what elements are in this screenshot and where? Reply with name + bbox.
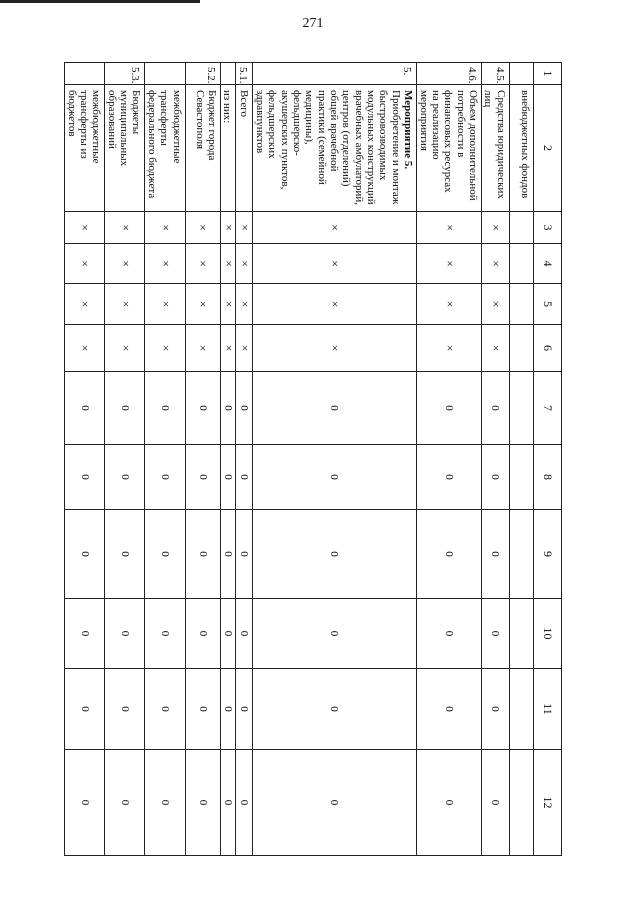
value-cell: 0 (236, 510, 252, 599)
not-applicable-cell: × (252, 244, 416, 284)
row-number (145, 63, 185, 85)
value-cell: 0 (105, 510, 145, 599)
value-cell: 0 (145, 372, 185, 445)
not-applicable-cell (509, 212, 533, 244)
value-cell: 0 (252, 510, 416, 599)
value-cell: 0 (105, 750, 145, 856)
not-applicable-cell: × (252, 284, 416, 325)
value-cell: 0 (481, 510, 509, 599)
row-description (185, 85, 220, 212)
not-applicable-cell (509, 244, 533, 284)
value-cell: 0 (481, 445, 509, 510)
rotated-table-container (64, 62, 562, 855)
value-cell (509, 750, 533, 856)
value-cell: 0 (220, 669, 235, 750)
row-number (509, 63, 533, 85)
not-applicable-cell: × (105, 244, 145, 284)
not-applicable-cell: × (185, 212, 220, 244)
not-applicable-cell: × (220, 325, 235, 372)
row-description-text: внебюджетных фондов (518, 90, 531, 199)
column-number: 7 (533, 372, 561, 445)
not-applicable-cell: × (220, 244, 235, 284)
not-applicable-cell: × (416, 212, 481, 244)
row-number (65, 63, 105, 85)
not-applicable-cell (509, 284, 533, 325)
value-cell: 0 (416, 599, 481, 669)
value-cell: 0 (236, 599, 252, 669)
column-number: 6 (533, 325, 561, 372)
not-applicable-cell: × (65, 325, 105, 372)
value-cell: 0 (65, 599, 105, 669)
measure-title: Мероприятие 5. (401, 90, 414, 170)
value-cell: 0 (220, 510, 235, 599)
not-applicable-cell: × (481, 325, 509, 372)
not-applicable-cell: × (185, 325, 220, 372)
value-cell: 0 (65, 445, 105, 510)
value-cell (509, 445, 533, 510)
row-description-text: межбюджетные трансферты федерального бюджета (146, 90, 183, 199)
column-number: 5 (533, 284, 561, 325)
table-row (416, 63, 481, 856)
top-edge-line (0, 0, 200, 3)
value-cell (509, 510, 533, 599)
value-cell: 0 (481, 750, 509, 856)
row-number: 5.2. (185, 63, 220, 85)
not-applicable-cell: × (236, 325, 252, 372)
row-description-text: межбюджетные трансферты из бюджетов (65, 90, 103, 164)
value-cell: 0 (236, 372, 252, 445)
not-applicable-cell: × (145, 244, 185, 284)
row-description (252, 85, 416, 212)
row-description (236, 85, 252, 212)
row-description (145, 85, 185, 212)
not-applicable-cell: × (185, 244, 220, 284)
column-number: 8 (533, 445, 561, 510)
not-applicable-cell (509, 325, 533, 372)
value-cell: 0 (105, 599, 145, 669)
value-cell: 0 (65, 669, 105, 750)
value-cell: 0 (65, 510, 105, 599)
not-applicable-cell: × (236, 244, 252, 284)
column-number: 10 (533, 599, 561, 669)
table-row (105, 63, 145, 856)
table-row (252, 63, 416, 856)
value-cell: 0 (65, 372, 105, 445)
not-applicable-cell: × (185, 284, 220, 325)
not-applicable-cell: × (220, 212, 235, 244)
row-description-text: Приобретение и монтаж быстровозводимых модульных конструкций врачебных амбулаторий, центров (отделений) общей врачебной практики (семейной медицины), фельдшерско-акушерских пунктов, фельдшерских здравпунктов (254, 90, 402, 205)
row-description-text: Бюджет города Севастополя (193, 90, 218, 161)
row-number: 5. (252, 63, 416, 85)
not-applicable-cell: × (416, 244, 481, 284)
column-number: 4 (533, 244, 561, 284)
not-applicable-cell: × (481, 284, 509, 325)
column-number-row (533, 63, 561, 856)
row-number: 4.5. (481, 63, 509, 85)
not-applicable-cell: × (65, 244, 105, 284)
value-cell: 0 (416, 445, 481, 510)
value-cell: 0 (65, 750, 105, 856)
row-number: 5.1. (236, 63, 252, 85)
value-cell: 0 (220, 445, 235, 510)
value-cell: 0 (145, 599, 185, 669)
not-applicable-cell: × (236, 284, 252, 325)
not-applicable-cell: × (145, 284, 185, 325)
row-description (65, 85, 105, 212)
not-applicable-cell: × (252, 325, 416, 372)
row-description (105, 85, 145, 212)
row-number (220, 63, 235, 85)
column-number: 11 (533, 669, 561, 750)
value-cell: 0 (416, 510, 481, 599)
not-applicable-cell: × (105, 325, 145, 372)
value-cell: 0 (145, 510, 185, 599)
value-cell: 0 (145, 445, 185, 510)
column-number: 9 (533, 510, 561, 599)
not-applicable-cell: × (145, 212, 185, 244)
table-row (65, 63, 105, 856)
not-applicable-cell: × (236, 212, 252, 244)
not-applicable-cell: × (481, 244, 509, 284)
not-applicable-cell: × (416, 284, 481, 325)
value-cell: 0 (481, 669, 509, 750)
value-cell: 0 (105, 445, 145, 510)
value-cell: 0 (252, 372, 416, 445)
not-applicable-cell: × (105, 284, 145, 325)
value-cell: 0 (220, 750, 235, 856)
not-applicable-cell: × (145, 325, 185, 372)
row-description-text: Объем дополнительной потребности в финансовых ресурсах на реализацию мероприятия (417, 90, 479, 201)
table-row (185, 63, 220, 856)
row-number: 5.3. (105, 63, 145, 85)
table-row (220, 63, 235, 856)
not-applicable-cell: × (220, 284, 235, 325)
not-applicable-cell: × (481, 212, 509, 244)
value-cell (509, 599, 533, 669)
value-cell: 0 (185, 750, 220, 856)
value-cell: 0 (252, 599, 416, 669)
not-applicable-cell: × (65, 284, 105, 325)
row-number: 4.6. (416, 63, 481, 85)
row-description (481, 85, 509, 212)
table-row (481, 63, 509, 856)
table-row (145, 63, 185, 856)
value-cell: 0 (236, 445, 252, 510)
not-applicable-cell: × (252, 212, 416, 244)
table-row (509, 63, 533, 856)
value-cell: 0 (236, 669, 252, 750)
value-cell (509, 372, 533, 445)
value-cell (509, 669, 533, 750)
value-cell: 0 (416, 372, 481, 445)
value-cell: 0 (185, 599, 220, 669)
value-cell: 0 (416, 669, 481, 750)
column-number: 3 (533, 212, 561, 244)
row-description (220, 85, 235, 212)
funding-table (64, 62, 562, 856)
value-cell: 0 (105, 669, 145, 750)
not-applicable-cell: × (105, 212, 145, 244)
column-number: 12 (533, 750, 561, 856)
value-cell: 0 (185, 510, 220, 599)
value-cell: 0 (252, 750, 416, 856)
value-cell: 0 (145, 750, 185, 856)
column-number: 2 (533, 85, 561, 212)
value-cell: 0 (185, 445, 220, 510)
not-applicable-cell: × (65, 212, 105, 244)
value-cell: 0 (416, 750, 481, 856)
column-number: 1 (533, 63, 561, 85)
row-description-text: Всего (237, 90, 250, 117)
value-cell: 0 (220, 599, 235, 669)
row-description-text: из них: (221, 90, 234, 124)
row-description (509, 85, 533, 212)
value-cell: 0 (252, 445, 416, 510)
page-number: 271 (302, 16, 324, 31)
row-description-text: Средства юридических лиц (482, 90, 507, 199)
value-cell: 0 (220, 372, 235, 445)
value-cell: 0 (185, 372, 220, 445)
value-cell: 0 (252, 669, 416, 750)
value-cell: 0 (481, 599, 509, 669)
not-applicable-cell: × (416, 325, 481, 372)
value-cell: 0 (145, 669, 185, 750)
value-cell: 0 (481, 372, 509, 445)
row-description-text: Бюджеты муниципальных образований (105, 90, 143, 167)
value-cell: 0 (105, 372, 145, 445)
value-cell: 0 (236, 750, 252, 856)
row-description (416, 85, 481, 212)
table-row (236, 63, 252, 856)
value-cell: 0 (185, 669, 220, 750)
